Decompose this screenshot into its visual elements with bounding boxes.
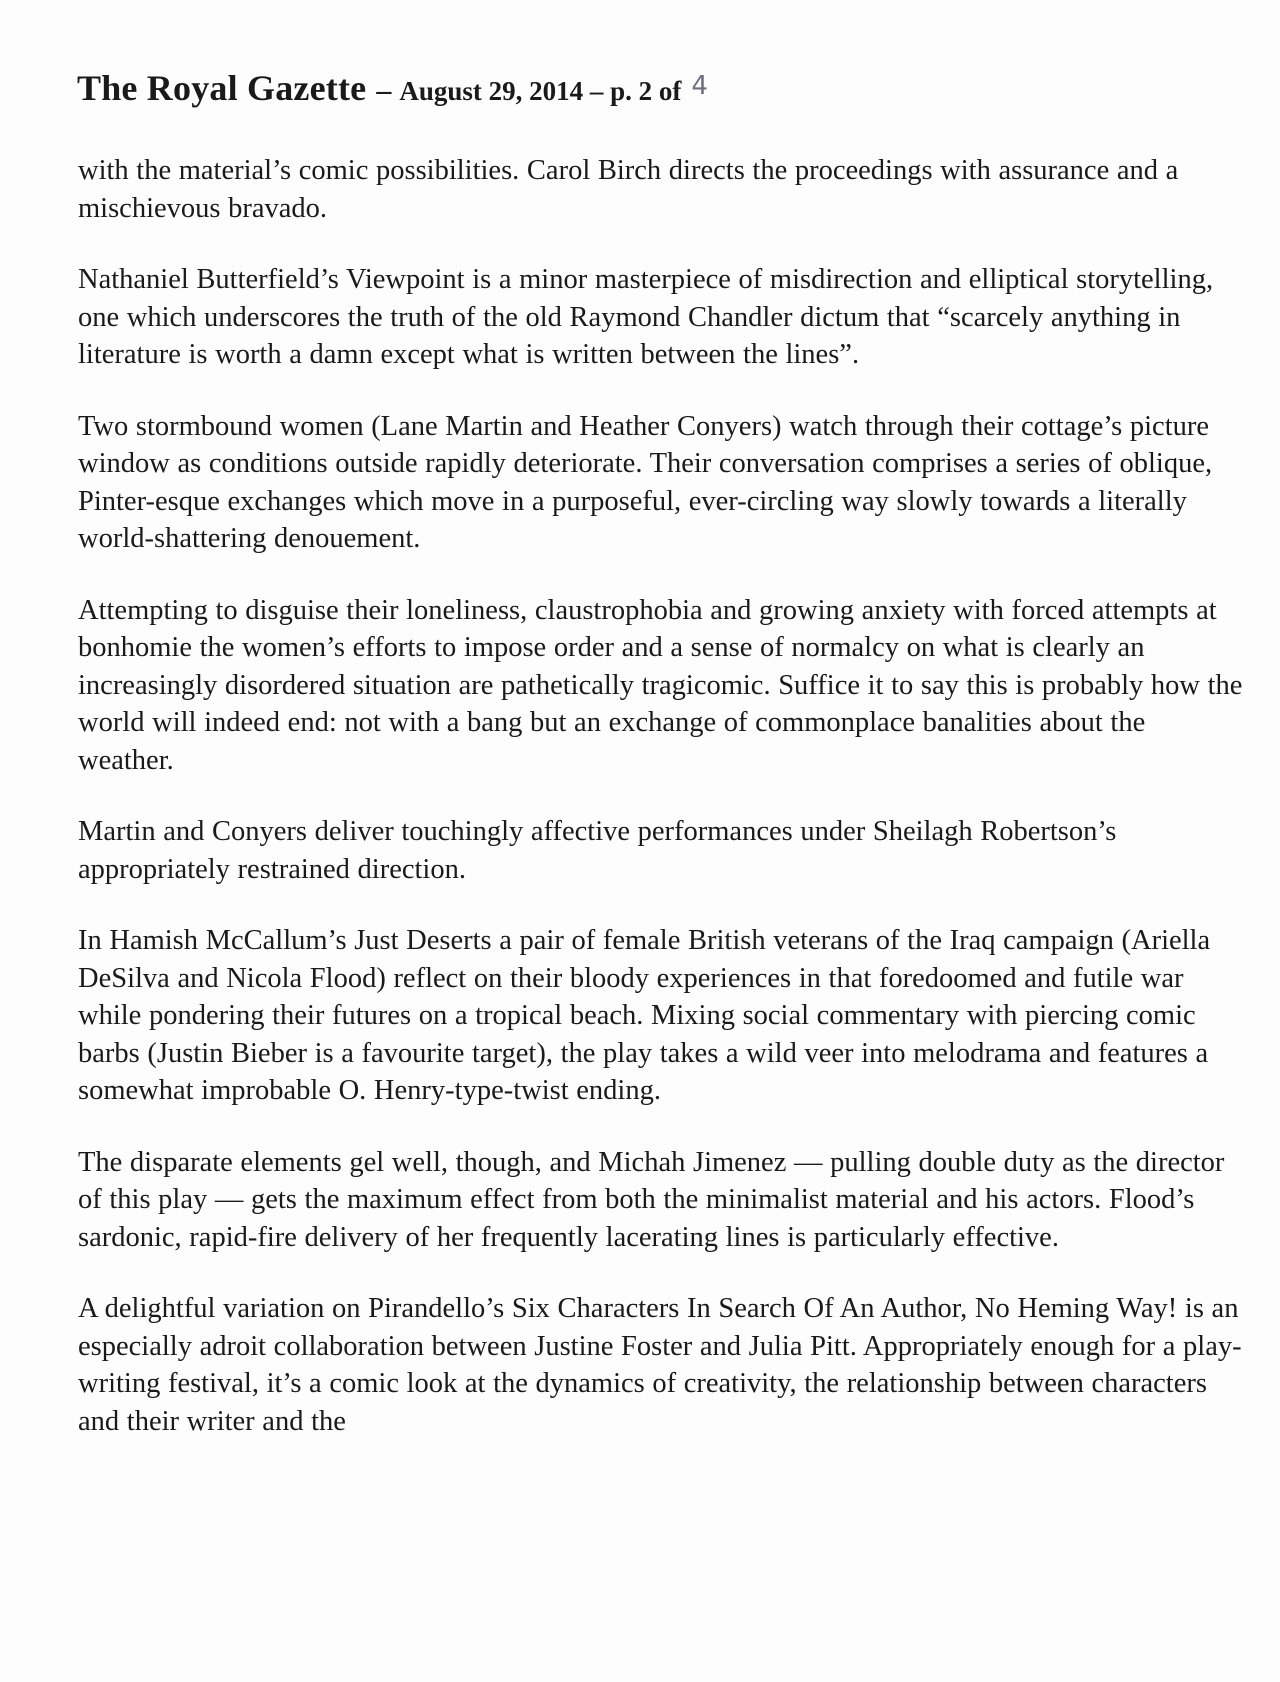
handwritten-page-total: 4 — [691, 71, 708, 101]
header-dateline: August 29, 2014 – p. 2 of — [399, 76, 682, 106]
paragraph: The disparate elements gel well, though, and Michah Jimenez — pulling double duty as the director of this play — gets the maximum effect from both the minimalist material and his actors. Flood’s sardonic, rapid-fire delivery of her frequently lacerating lines is particularly effective. — [78, 1146, 1225, 1253]
paragraph: Two stormbound women (Lane Martin and Heather Conyers) watch through their cottage’s picture window as conditions outside rapidly deteriorate. Their conversation comprises a series of oblique, Pinter-esque exchanges which move in a purposeful, ever-circling way slowly towards a literally world-shattering denouement. — [78, 410, 1213, 554]
publication-title: The Royal Gazette — [77, 68, 367, 108]
paragraph: Attempting to disguise their loneliness, claustrophobia and growing anxiety with forced attempts at bonhomie the women’s efforts to impose order and a sense of normalcy on what is clearly an increasingly disordered situation are pathetically tragicomic. Suffice it to say this is probably how the world will indeed end: not with a bang but an exchange of commonplace banalities about the weather. — [78, 594, 1243, 776]
header-separator: – — [376, 74, 392, 107]
paragraph: Nathaniel Butterfield’s Viewpoint is a minor masterpiece of misdirection and elliptical storytelling, one which underscores the truth of the old Raymond Chandler dictum that “scarcely anything in literature is worth a damn except what is written between the lines”. — [78, 264, 1214, 370]
paragraph: In Hamish McCallum’s Just Deserts a pair of female British veterans of the Iraq campaign (Ariella DeSilva and Nicola Flood) reflect on their bloody experiences in that foredoomed and futile war while pondering their futures on a tropical beach. Mixing social commentary with piercing comic barbs (Justin Bieber is a favourite target), the play takes a wild veer into melodrama and features a somewhat improbable O. Henry-type-twist ending. — [78, 925, 1211, 1106]
article-body — [78, 152, 1243, 1474]
paragraph: Martin and Conyers deliver touchingly affective performances under Sheilagh Robertson’s appropriately restrained direction. — [78, 816, 1117, 885]
paragraph: A delightful variation on Pirandello’s Six Characters In Search Of An Author, No Heming Way! is an especially adroit collaboration between Justine Foster and Julia Pitt. Appropriately enough for a play-writing festival, it’s a comic look at the dynamics of creativity, the relationship between characters and their writer and the — [78, 1293, 1242, 1437]
page-header — [77, 70, 708, 106]
paragraph: with the material’s comic possibilities. Carol Birch directs the proceedings with assurance and a mischievous bravado. — [78, 155, 1179, 224]
